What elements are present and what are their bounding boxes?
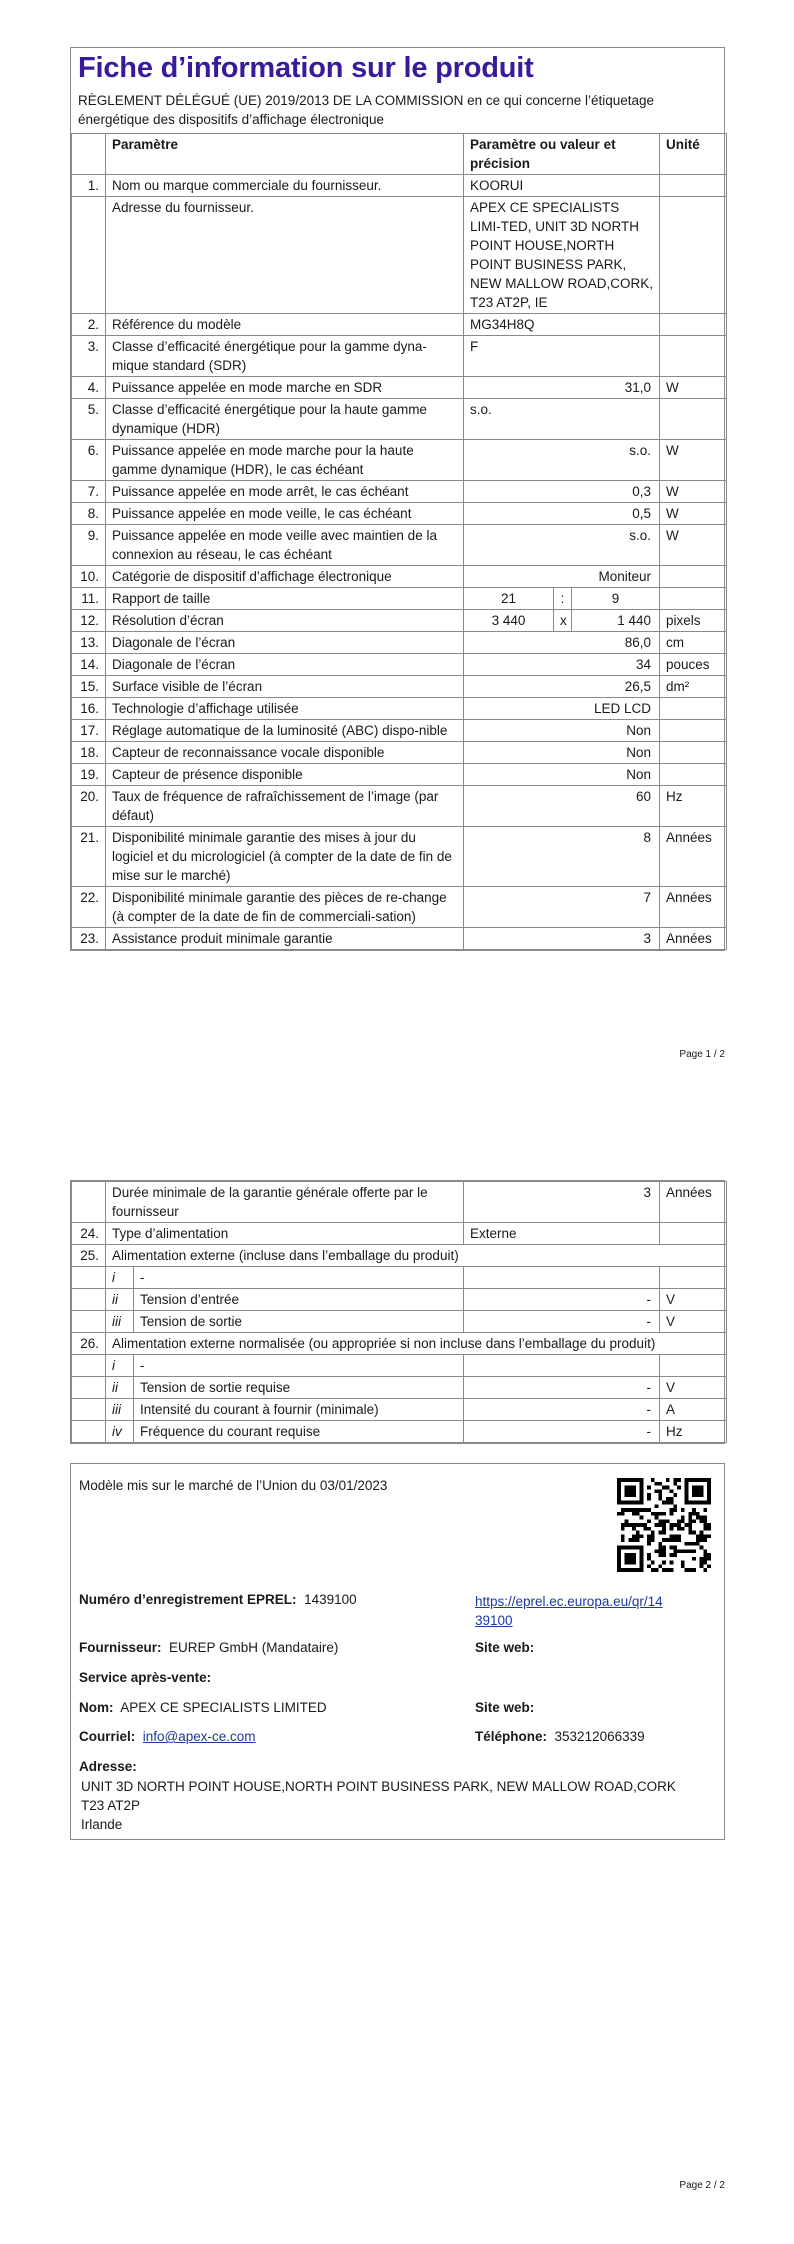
table-row <box>72 440 727 481</box>
sub-index: iii <box>106 1311 134 1333</box>
sub-index: ii <box>106 1289 134 1311</box>
table-row <box>72 314 727 336</box>
row-number: 4. <box>72 377 106 399</box>
row-label: Diagonale de l’écran <box>106 654 464 676</box>
phone-value: 353212066339 <box>554 1729 645 1744</box>
spec-table-continued <box>71 1181 727 1443</box>
row-label: Nom ou marque commerciale du fournisseur. <box>106 175 464 197</box>
table-header <box>72 134 727 175</box>
table-row <box>72 1223 727 1245</box>
resolution-h: 1 440 <box>572 610 660 632</box>
row-number: 24. <box>72 1223 106 1245</box>
row-unit: W <box>660 440 727 481</box>
row-number: 17. <box>72 720 106 742</box>
row-number: 3. <box>72 336 106 377</box>
row-value: Externe <box>464 1223 660 1245</box>
row-unit: Hz <box>660 1421 727 1443</box>
mail-link[interactable]: info@apex-ce.com <box>142 1729 256 1744</box>
row-unit <box>660 566 727 588</box>
row-value: - <box>464 1289 660 1311</box>
row-number: 10. <box>72 566 106 588</box>
page-number: Page 2 / 2 <box>679 2180 725 2191</box>
row-value: s.o. <box>464 399 660 440</box>
table-row <box>72 399 727 440</box>
row-value: LED LCD <box>464 698 660 720</box>
row-unit: pouces <box>660 654 727 676</box>
phone-label: Téléphone: <box>475 1729 548 1744</box>
row-label: Tension de sortie requise <box>134 1377 464 1399</box>
table-row <box>72 1267 727 1289</box>
sub-index: iii <box>106 1399 134 1421</box>
row-value: KOORUI <box>464 175 660 197</box>
name-value: APEX CE SPECIALISTS LIMITED <box>120 1700 327 1715</box>
row-label: Tension de sortie <box>134 1311 464 1333</box>
supplier-value: EUREP GmbH (Mandataire) <box>169 1640 339 1655</box>
table-row <box>72 676 727 698</box>
row-unit <box>660 742 727 764</box>
row-number: 8. <box>72 503 106 525</box>
table-row <box>72 197 727 314</box>
row-unit: cm <box>660 632 727 654</box>
site-label: Site web: <box>475 1640 535 1655</box>
row-value: - <box>464 1311 660 1333</box>
row-number: 7. <box>72 481 106 503</box>
row-value: 34 <box>464 654 660 676</box>
mail-label: Courriel: <box>79 1729 136 1744</box>
supplier-label: Fournisseur: <box>79 1640 162 1655</box>
row-label: Surface visible de l’écran <box>106 676 464 698</box>
row-label: - <box>134 1267 464 1289</box>
row-unit <box>660 336 727 377</box>
header-param: Paramètre <box>106 134 464 175</box>
table-row <box>72 336 727 377</box>
row-value: 31,0 <box>464 377 660 399</box>
table-row <box>72 928 727 950</box>
row-unit <box>660 588 727 610</box>
row-number <box>72 197 106 314</box>
sub-index: i <box>106 1355 134 1377</box>
row-value: 60 <box>464 786 660 827</box>
row-unit <box>660 764 727 786</box>
sub-index: ii <box>106 1377 134 1399</box>
aspect-b: 9 <box>572 588 660 610</box>
row-number: 14. <box>72 654 106 676</box>
address-label: Adresse: <box>79 1759 137 1774</box>
row-value: 3 <box>464 1182 660 1223</box>
row-value: APEX CE SPECIALISTS LIMI-TED, UNIT 3D NORTH POINT HOUSE,NORTH POINT BUSINESS PARK, NEW MALLOW ROAD,CORK, T23 AT2P, IE <box>464 197 660 314</box>
row-label: Catégorie de dispositif d’affichage électronique <box>106 566 464 588</box>
row-label: Alimentation externe normalisée (ou appropriée si non incluse dans l’emballage du produit) <box>106 1333 727 1355</box>
row-number: 15. <box>72 676 106 698</box>
table-row <box>72 887 727 928</box>
service-label: Service après-vente: <box>79 1670 212 1685</box>
row-label: Intensité du courant à fournir (minimale) <box>134 1399 464 1421</box>
row-unit: W <box>660 377 727 399</box>
row-label: Fréquence du courant requise <box>134 1421 464 1443</box>
table-row <box>72 1311 727 1333</box>
table-row <box>72 1421 727 1443</box>
table-row <box>72 654 727 676</box>
row-label: Puissance appelée en mode arrêt, le cas échéant <box>106 481 464 503</box>
regulation-subtitle: RÈGLEMENT DÉLÉGUÉ (UE) 2019/2013 DE LA COMMISSION en ce qui concerne l’étiquetage énergétique des dispositifs d’affichage électronique <box>78 93 655 127</box>
table-row <box>72 588 727 610</box>
row-label: - <box>134 1355 464 1377</box>
row-value: F <box>464 336 660 377</box>
row-label: Réglage automatique de la luminosité (ABC) dispo-nible <box>106 720 464 742</box>
row-unit: Années <box>660 827 727 887</box>
row-unit <box>660 314 727 336</box>
qr-code-icon <box>617 1478 711 1572</box>
table-row <box>72 566 727 588</box>
row-value: s.o. <box>464 440 660 481</box>
row-unit: Années <box>660 1182 727 1223</box>
row-value: - <box>464 1377 660 1399</box>
row-unit: Années <box>660 928 727 950</box>
market-date: Modèle mis sur le marché de l’Union du 03/01/2023 <box>79 1478 388 1493</box>
row-value: - <box>464 1421 660 1443</box>
table-row <box>72 525 727 566</box>
table-row <box>72 610 727 632</box>
row-label: Alimentation externe (incluse dans l’emballage du produit) <box>106 1245 727 1267</box>
row-unit: Hz <box>660 786 727 827</box>
row-number: 1. <box>72 175 106 197</box>
row-value: 8 <box>464 827 660 887</box>
row-value: 86,0 <box>464 632 660 654</box>
row-number: 9. <box>72 525 106 566</box>
row-number: 2. <box>72 314 106 336</box>
table-row <box>72 698 727 720</box>
row-unit: W <box>660 503 727 525</box>
row-number: 11. <box>72 588 106 610</box>
row-value: Non <box>464 764 660 786</box>
table-row <box>72 175 727 197</box>
table-row <box>72 1245 727 1267</box>
page-number: Page 1 / 2 <box>679 1049 725 1060</box>
row-label: Rapport de taille <box>106 588 464 610</box>
row-label: Résolution d’écran <box>106 610 464 632</box>
row-unit: V <box>660 1311 727 1333</box>
row-label: Référence du modèle <box>106 314 464 336</box>
row-label: Type d’alimentation <box>106 1223 464 1245</box>
row-label: Adresse du fournisseur. <box>106 197 464 314</box>
supplier-info-box <box>70 1463 725 1840</box>
row-label: Disponibilité minimale garantie des mises à jour du logiciel et du micrologiciel (à compter de la date de fin de mise sur le marché) <box>106 827 464 887</box>
row-label: Tension d’entrée <box>134 1289 464 1311</box>
table-row <box>72 1377 727 1399</box>
table-row <box>72 764 727 786</box>
spec-table <box>71 133 727 950</box>
name-label: Nom: <box>79 1700 114 1715</box>
row-value: 0,3 <box>464 481 660 503</box>
row-label: Capteur de présence disponible <box>106 764 464 786</box>
row-unit <box>660 175 727 197</box>
address-value: UNIT 3D NORTH POINT HOUSE,NORTH POINT BUSINESS PARK, NEW MALLOW ROAD,CORK T23 AT2P Irlande <box>81 1779 676 1832</box>
row-unit: dm² <box>660 676 727 698</box>
row-unit <box>660 1267 727 1289</box>
row-value: 7 <box>464 887 660 928</box>
table-row <box>72 1289 727 1311</box>
table-row <box>72 377 727 399</box>
row-number: 23. <box>72 928 106 950</box>
table-row <box>72 632 727 654</box>
resolution-w: 3 440 <box>464 610 554 632</box>
row-unit <box>660 399 727 440</box>
row-unit <box>660 720 727 742</box>
row-value: Non <box>464 742 660 764</box>
row-unit: pixels <box>660 610 727 632</box>
table-row <box>72 1333 727 1355</box>
row-unit: V <box>660 1377 727 1399</box>
eprel-number: 1439100 <box>304 1592 357 1607</box>
row-number: 6. <box>72 440 106 481</box>
row-label: Puissance appelée en mode veille avec maintien de la connexion au réseau, le cas échéant <box>106 525 464 566</box>
row-unit: Années <box>660 887 727 928</box>
aspect-a: 21 <box>464 588 554 610</box>
row-label: Taux de fréquence de rafraîchissement de l’image (par défaut) <box>106 786 464 827</box>
row-number: 5. <box>72 399 106 440</box>
header-unit: Unité <box>660 134 727 175</box>
row-value: s.o. <box>464 525 660 566</box>
row-value: MG34H8Q <box>464 314 660 336</box>
product-sheet-page-1 <box>70 47 725 951</box>
row-number: 16. <box>72 698 106 720</box>
row-unit <box>660 197 727 314</box>
row-label: Puissance appelée en mode marche pour la haute gamme dynamique (HDR), le cas échéant <box>106 440 464 481</box>
table-row <box>72 503 727 525</box>
row-label: Technologie d’affichage utilisée <box>106 698 464 720</box>
table-row <box>72 786 727 827</box>
row-number: 19. <box>72 764 106 786</box>
row-unit: A <box>660 1399 727 1421</box>
eprel-label: Numéro d’enregistrement EPREL: <box>79 1592 297 1607</box>
row-unit <box>660 1355 727 1377</box>
table-row <box>72 742 727 764</box>
row-unit <box>660 698 727 720</box>
page-title: Fiche d’information sur le produit <box>78 52 534 84</box>
row-label: Diagonale de l’écran <box>106 632 464 654</box>
row-number: 25. <box>72 1245 106 1267</box>
row-number: 13. <box>72 632 106 654</box>
row-unit: V <box>660 1289 727 1311</box>
row-label: Disponibilité minimale garantie des pièces de re-change (à compter de la date de fin de commerciali-sation) <box>106 887 464 928</box>
table-row <box>72 827 727 887</box>
row-label: Puissance appelée en mode marche en SDR <box>106 377 464 399</box>
row-value: 26,5 <box>464 676 660 698</box>
table-row <box>72 1399 727 1421</box>
aspect-sep: : <box>554 588 572 610</box>
row-number: 20. <box>72 786 106 827</box>
row-unit: W <box>660 525 727 566</box>
row-label: Classe d’efficacité énergétique pour la haute gamme dynamique (HDR) <box>106 399 464 440</box>
row-label: Capteur de reconnaissance vocale disponible <box>106 742 464 764</box>
table-row <box>72 481 727 503</box>
resolution-sep: x <box>554 610 572 632</box>
row-value: 3 <box>464 928 660 950</box>
site2-label: Site web: <box>475 1700 535 1715</box>
row-label: Durée minimale de la garantie générale offerte par le fournisseur <box>106 1182 464 1223</box>
row-number: 21. <box>72 827 106 887</box>
table-row <box>72 720 727 742</box>
eprel-link[interactable]: https://eprel.ec.europa.eu/qr/14 39100 <box>475 1594 663 1628</box>
row-value <box>464 1267 660 1289</box>
row-number: 18. <box>72 742 106 764</box>
row-value: Non <box>464 720 660 742</box>
row-label: Assistance produit minimale garantie <box>106 928 464 950</box>
row-number: 26. <box>72 1333 106 1355</box>
table-row <box>72 1182 727 1223</box>
header-value: Paramètre ou valeur et précision <box>464 134 660 175</box>
row-unit: W <box>660 481 727 503</box>
sub-index: i <box>106 1267 134 1289</box>
table-row <box>72 1355 727 1377</box>
row-number: 22. <box>72 887 106 928</box>
sub-index: iv <box>106 1421 134 1443</box>
row-label: Puissance appelée en mode veille, le cas échéant <box>106 503 464 525</box>
row-label: Classe d’efficacité énergétique pour la gamme dyna-mique standard (SDR) <box>106 336 464 377</box>
row-number: 12. <box>72 610 106 632</box>
product-sheet-page-2 <box>70 1180 725 1444</box>
row-value <box>464 1355 660 1377</box>
row-value: 0,5 <box>464 503 660 525</box>
row-value: - <box>464 1399 660 1421</box>
row-value: Moniteur <box>464 566 660 588</box>
